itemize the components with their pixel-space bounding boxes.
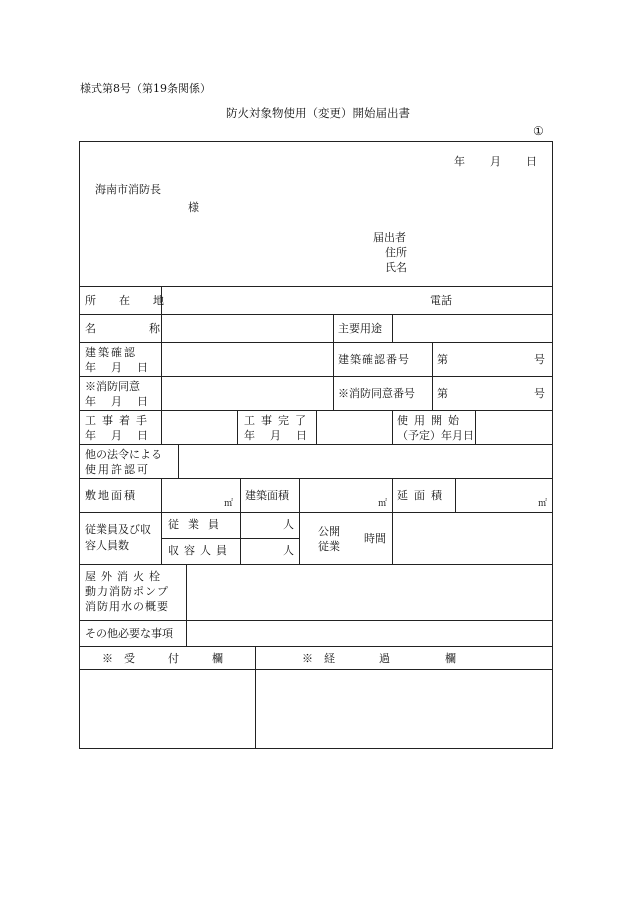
location-label: 所 在 地 xyxy=(85,294,170,307)
building-area-unit: ㎡ xyxy=(378,499,388,509)
floor-area-label: 延面積 xyxy=(397,489,448,502)
phone-label: 電話 xyxy=(430,294,452,307)
building-confirm-label: 建築確認 xyxy=(85,346,137,359)
row-divider xyxy=(79,444,553,445)
col-divider xyxy=(392,410,393,444)
col-divider xyxy=(475,410,476,444)
date-month: 月 xyxy=(490,155,501,168)
equipment-pump-label: 動力消防ポンプ xyxy=(85,585,169,598)
row-divider xyxy=(79,314,553,315)
reception-label: ※ 受 付 欄 xyxy=(102,652,223,665)
building-confirm-prefix: 第 xyxy=(437,353,448,366)
other-items-label: その他必要な事項 xyxy=(85,627,173,640)
row-divider xyxy=(79,646,553,647)
use-start-label: 使用開始 xyxy=(397,414,465,427)
other-law-label: 他の法令による xyxy=(85,448,162,461)
employees-unit: 人 xyxy=(283,518,294,531)
use-start-date-label: （予定）年月日 xyxy=(397,429,474,442)
staff-capacity-label: 従業員及び収 xyxy=(85,523,151,536)
col-divider xyxy=(316,410,317,444)
row-divider xyxy=(79,564,553,565)
col-divider xyxy=(237,410,238,444)
col-divider xyxy=(178,444,179,478)
col-divider xyxy=(161,478,162,564)
work-label: 従業 xyxy=(318,540,340,553)
name-row-label: 名 称 xyxy=(85,322,165,335)
building-area-label: 建築面積 xyxy=(245,489,289,502)
capacity-unit: 人 xyxy=(283,544,294,557)
building-confirm-suffix: 号 xyxy=(534,353,545,366)
fire-consent-prefix: 第 xyxy=(437,387,448,400)
row-divider xyxy=(161,538,299,539)
name-label: 氏名 xyxy=(385,261,407,274)
fire-consent-date-label: 年 月 日 xyxy=(85,395,150,408)
row-divider xyxy=(79,512,553,513)
page-mark: ① xyxy=(533,124,544,138)
addressee: 海南市消防長 xyxy=(95,183,161,196)
floor-area-unit: ㎡ xyxy=(538,499,548,509)
fire-consent-label: ※消防同意 xyxy=(85,380,140,393)
filer-label: 届出者 xyxy=(373,231,406,244)
site-area-label: 敷地面積 xyxy=(85,489,137,502)
equipment-water-label: 消防用水の概要 xyxy=(85,600,169,613)
form-title: 防火対象物使用（変更）開始届出書 xyxy=(226,106,410,120)
building-confirm-number-label: 建築確認番号 xyxy=(338,353,410,366)
row-divider xyxy=(79,376,553,377)
col-divider xyxy=(240,512,241,564)
construction-end-date-label: 年 月 日 xyxy=(244,429,309,442)
col-divider xyxy=(161,286,162,444)
row-divider xyxy=(79,286,553,287)
employees-label: 従業員 xyxy=(168,518,228,531)
row-divider xyxy=(79,669,553,670)
col-divider xyxy=(255,646,256,748)
other-law-permit-label: 使用許認可 xyxy=(85,463,150,476)
fire-consent-number-label: ※消防同意番号 xyxy=(338,387,415,400)
row-divider xyxy=(79,620,553,621)
capacity-label: 収容人員 xyxy=(168,544,232,557)
progress-label: ※ 経 過 欄 xyxy=(302,652,456,665)
honorific: 様 xyxy=(188,201,199,214)
construction-start-label: 工事着手 xyxy=(85,414,153,427)
construction-start-date-label: 年 月 日 xyxy=(85,429,150,442)
fire-consent-suffix: 号 xyxy=(534,387,545,400)
col-divider xyxy=(186,564,187,646)
construction-end-label: 工事完了 xyxy=(244,414,312,427)
col-divider xyxy=(455,478,456,512)
hours-label: 時間 xyxy=(364,532,386,545)
col-divider xyxy=(392,478,393,564)
form-number: 様式第8号（第19条関係） xyxy=(80,82,211,95)
row-divider xyxy=(79,478,553,479)
col-divider xyxy=(333,314,334,410)
equipment-hydrant-label: 屋外消火栓 xyxy=(85,570,165,583)
site-area-unit: ㎡ xyxy=(224,499,234,509)
date-year: 年 xyxy=(454,155,465,168)
date-day: 日 xyxy=(526,155,537,168)
address-label: 住所 xyxy=(385,246,407,259)
row-divider xyxy=(79,342,553,343)
main-use-label: 主要用途 xyxy=(338,322,382,335)
col-divider xyxy=(299,478,300,564)
open-label: 公開 xyxy=(318,525,340,538)
col-divider xyxy=(432,342,433,410)
col-divider xyxy=(392,314,393,342)
building-confirm-date-label: 年 月 日 xyxy=(85,361,150,374)
col-divider xyxy=(240,478,241,512)
staff-capacity-label-2: 容人員数 xyxy=(85,539,129,552)
